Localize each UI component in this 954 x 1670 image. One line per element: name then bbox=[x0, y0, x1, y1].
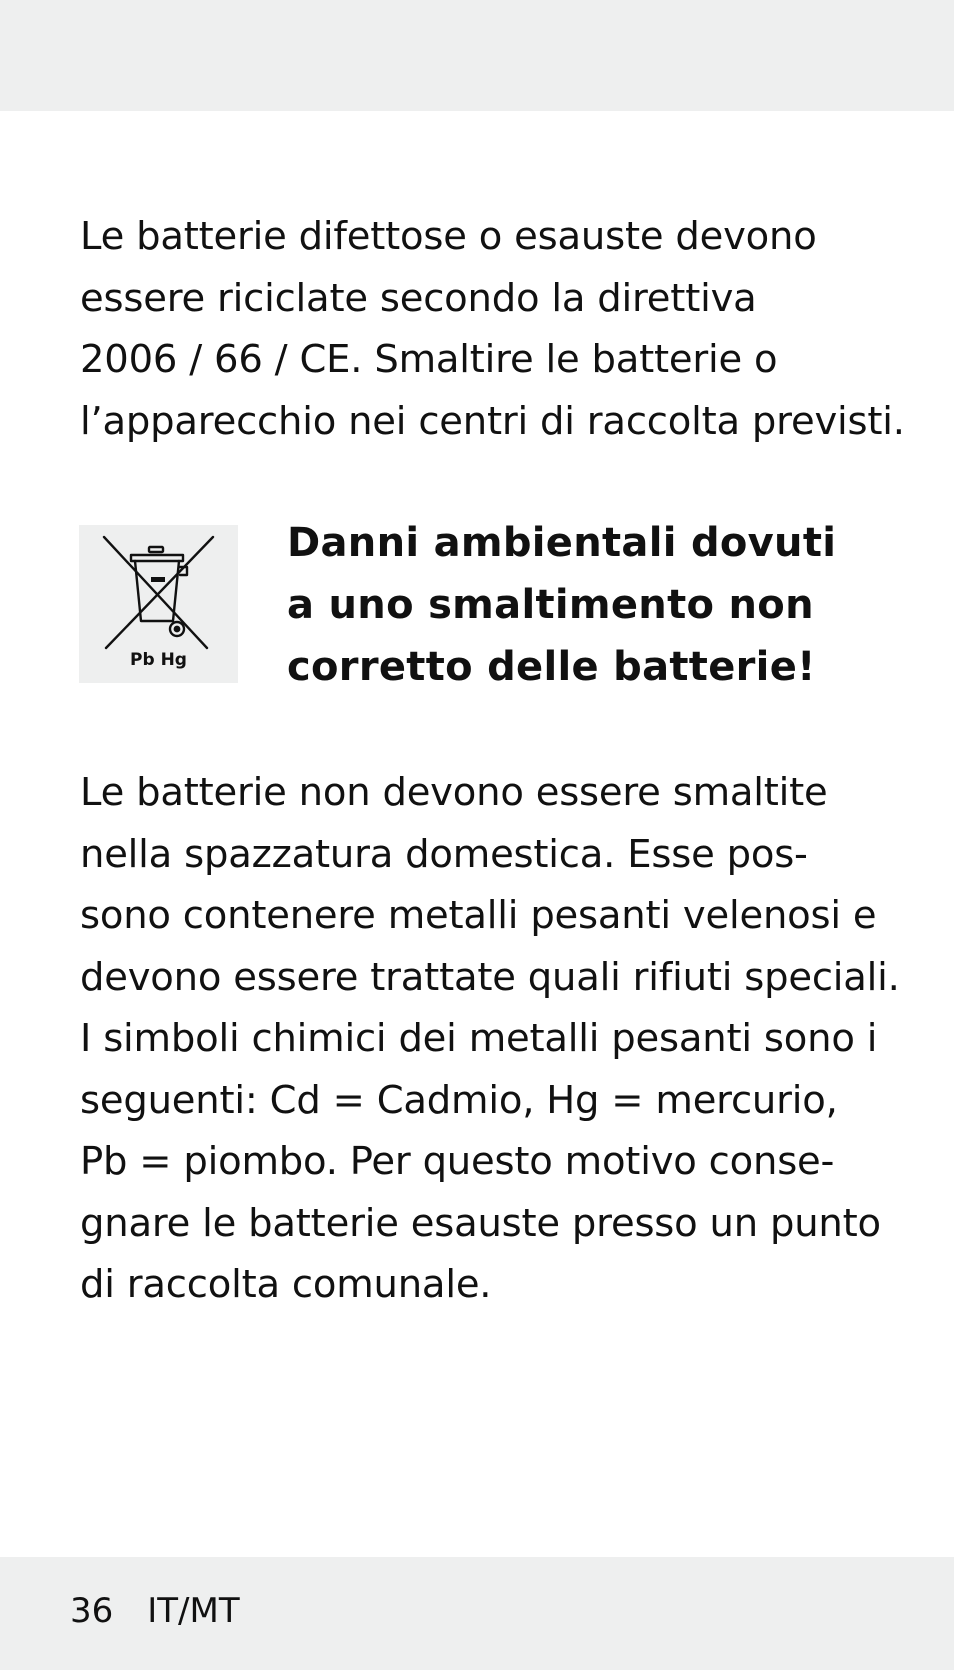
body-paragraph bbox=[80, 762, 900, 1316]
text-line: I simboli chimici dei metalli pesanti sono i bbox=[80, 1016, 878, 1061]
text-line: Le batterie non devono essere smaltite bbox=[80, 770, 828, 815]
text-line: Le batterie difettose o esauste devono bbox=[80, 214, 817, 259]
text-line: 2006 / 66 / CE. Smaltire le batterie o bbox=[80, 337, 778, 382]
text-line: sono contenere metalli pesanti velenosi e bbox=[80, 893, 877, 938]
page-footer bbox=[70, 1590, 240, 1632]
text-line: nella spazzatura domestica. Esse pos- bbox=[80, 831, 808, 877]
text-line: gnare le batterie esauste presso un punto bbox=[80, 1200, 881, 1246]
text-line: Pb = piombo. Per questo motivo conse- bbox=[80, 1139, 835, 1184]
battery-disposal-symbol bbox=[79, 525, 238, 683]
heading-line: Danni ambientali dovuti bbox=[287, 520, 837, 566]
page-number: 36 bbox=[70, 1591, 114, 1631]
heading-line: a uno smaltimento non bbox=[287, 582, 814, 628]
chemical-symbols-label: Pb Hg bbox=[130, 650, 187, 670]
text-line: l’apparecchio nei centri di raccolta previsti. bbox=[80, 398, 905, 444]
text-line: seguenti: Cd = Cadmio, Hg = mercurio, bbox=[80, 1077, 838, 1123]
text-line: di raccolta comunale. bbox=[80, 1262, 492, 1307]
text-line: essere riciclate secondo la direttiva bbox=[80, 275, 757, 321]
language-code: IT/MT bbox=[147, 1591, 240, 1631]
warning-heading bbox=[287, 512, 907, 698]
intro-paragraph bbox=[80, 206, 905, 452]
text-line: devono essere trattate quali rifiuti speciali. bbox=[80, 954, 900, 1000]
header-band bbox=[0, 0, 954, 111]
heading-line: corretto delle batterie! bbox=[287, 644, 816, 690]
